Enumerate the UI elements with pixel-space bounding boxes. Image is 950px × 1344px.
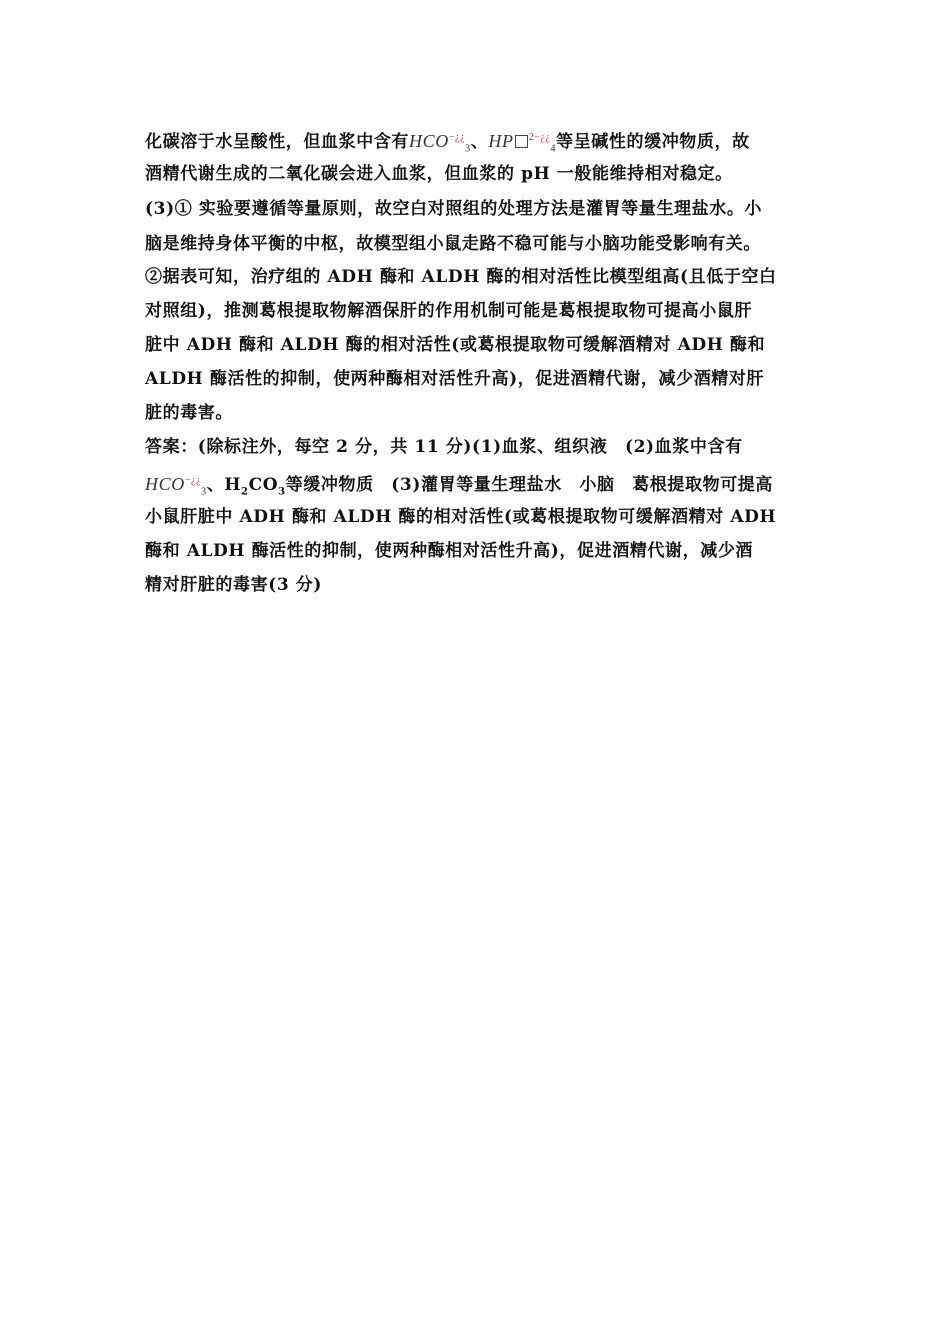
- text-line-6: 对照组)，推测葛根提取物解酒保肝的作用机制可能是葛根提取物可提高小鼠肝: [145, 301, 753, 321]
- hydrogen-phosphate-formula: HP $^{2-¿¿}_4$: [488, 131, 557, 155]
- answer-line-5: 精对肝脏的毒害(3 分): [145, 575, 323, 595]
- bicarbonate-formula: $HCO^{-¿¿}_3$: [409, 131, 471, 155]
- text-line-8: ALDH 酶活性的抑制，使两种酶相对活性升高)，促进酒精代谢，减少酒精对肝: [145, 369, 765, 389]
- text-line-7: 脏中 ADH 酶和 ALDH 酶的相对活性(或葛根提取物可缓解酒精对 ADH 酶和: [145, 335, 766, 355]
- text-line-3: (3)① 实验要遵循等量原则，故空白对照组的处理方法是灌胃等量生理盐水。小: [145, 199, 763, 219]
- answer-line-1: 答案：(除标注外，每空 2 分，共 11 分)(1)血浆、组织液 (2)血浆中含有: [145, 437, 743, 457]
- text-line-1: 化碳溶于水呈酸性，但血浆中含有$HCO^{-¿¿}_3$、HP $^{2-¿¿}_4$等呈碱性的缓冲物质，故: [145, 131, 750, 155]
- missing-glyph-box-icon: [515, 135, 528, 148]
- answer-line-3: 小鼠肝脏中 ADH 酶和 ALDH 酶的相对活性(或葛根提取物可缓解酒精对 ADH: [145, 507, 777, 527]
- bicarbonate-formula: $HCO^{-¿¿}_3$: [145, 474, 207, 498]
- text-line-2: 酒精代谢生成的二氧化碳会进入血浆，但血浆的 pH 一般能维持相对稳定。: [145, 164, 733, 184]
- answer-line-4: 酶和 ALDH 酶活性的抑制，使两种酶相对活性升高)，促进酒精代谢，减少酒: [145, 541, 754, 561]
- text-line-5: ②据表可知，治疗组的 ADH 酶和 ALDH 酶的相对活性比模型组高(且低于空白: [145, 267, 777, 287]
- text-line-4: 脑是维持身体平衡的中枢，故模型组小鼠走路不稳可能与小脑功能受影响有关。: [145, 234, 761, 254]
- answer-line-2: $HCO^{-¿¿}_3$、$H_2CO_3$等缓冲物质 (3)灌胃等量生理盐水 小脑 葛根提取物可提高: [145, 474, 774, 498]
- text-line-9: 脏的毒害。: [145, 403, 233, 423]
